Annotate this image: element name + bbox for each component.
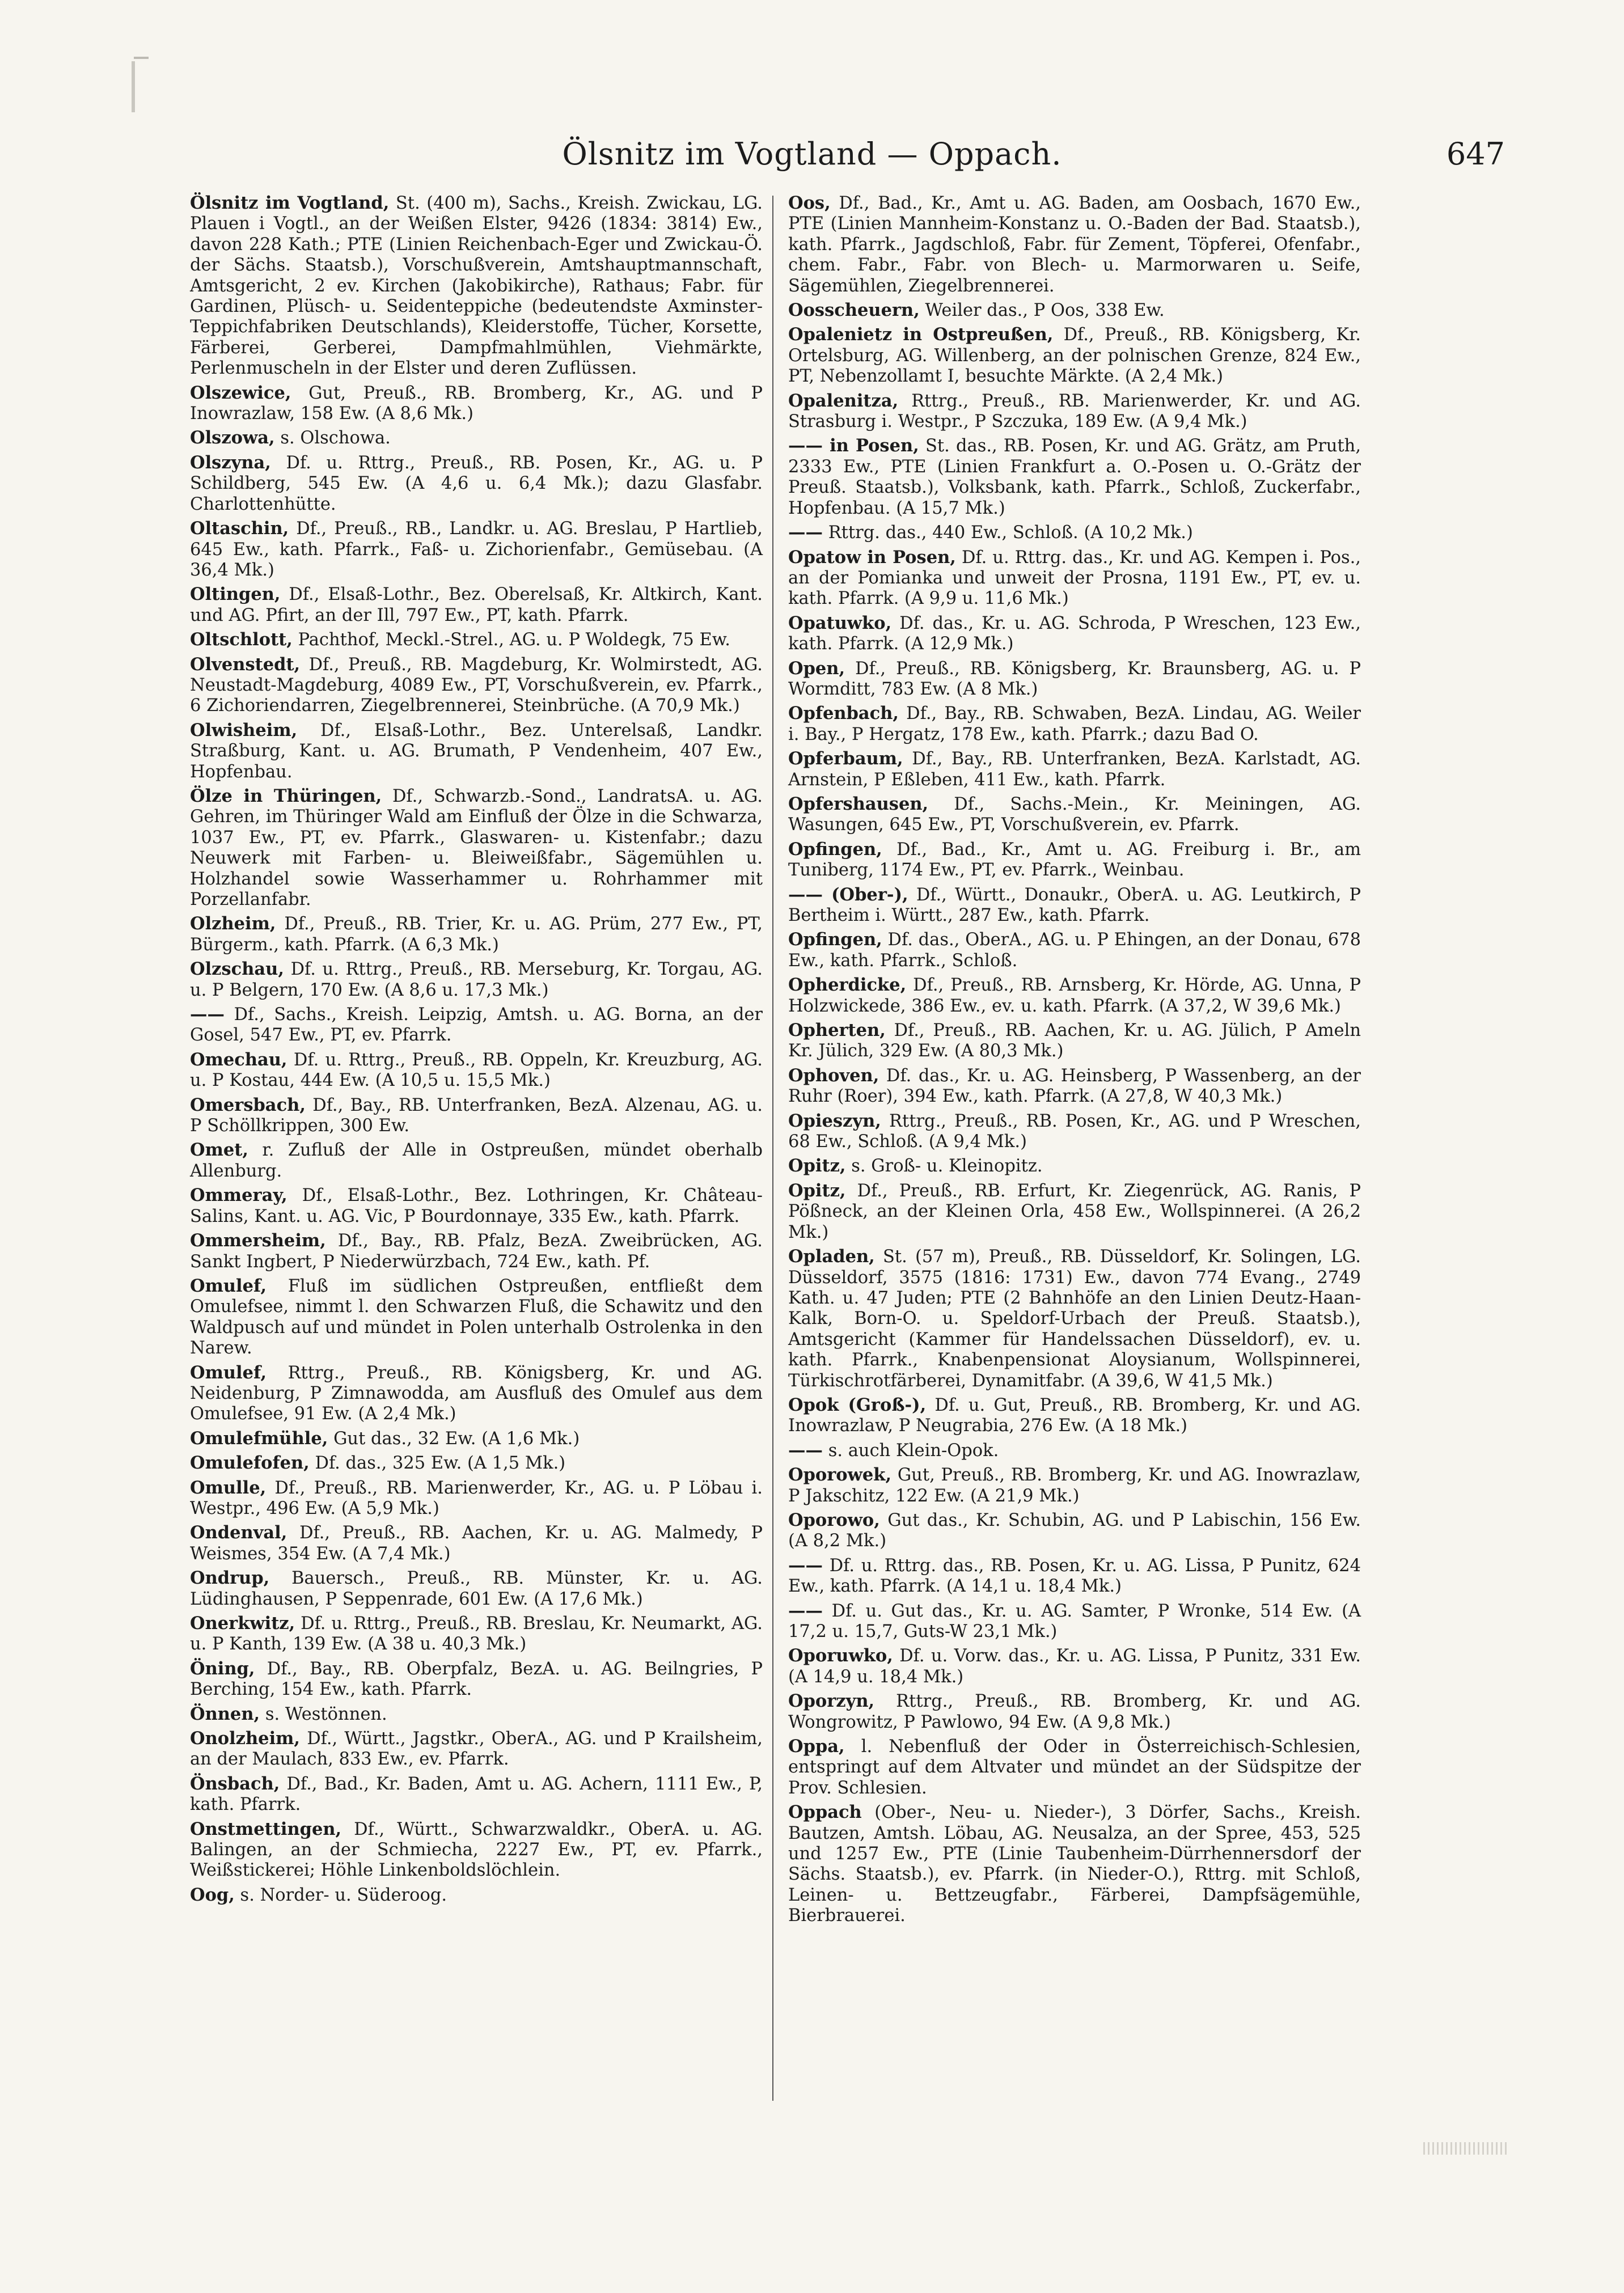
page-number: 647 xyxy=(1446,136,1505,172)
dictionary-entry xyxy=(788,794,1361,836)
entry-text: Df. u. Gut das., Kr. u. AG. Samter, P Wronke, 514 Ew. (A 17,2 u. 15,7, Guts-W 23,1 Mk.) xyxy=(788,1601,1361,1642)
entry-text: Df., Preuß., RB. Trier, Kr. u. AG. Prüm, 277 Ew., PT, Bürgerm., kath. Pfarrk. (A 6,3 Mk.) xyxy=(190,914,763,955)
entry-text: Df., Elsaß-Lothr., Bez. Unterelsaß, Landkr. Straßburg, Kant. u. AG. Brumath, P Vendenheim, 407 Ew., Hopfenbau. xyxy=(190,720,763,782)
entry-headword: Oppa, xyxy=(788,1736,845,1757)
entry-headword: Omulefofen, xyxy=(190,1453,310,1474)
dictionary-entry xyxy=(788,1440,1361,1461)
entry-headword: Opfershausen, xyxy=(788,793,929,814)
dictionary-entry xyxy=(788,1065,1361,1107)
entry-headword: Open, xyxy=(788,658,845,679)
dictionary-entry xyxy=(190,1140,763,1182)
entry-headword: Opatow in Posen, xyxy=(788,547,956,568)
dictionary-entry xyxy=(190,786,763,910)
entry-text: Gut das., Kr. Schubin, AG. und P Labischin, 156 Ew. (A 8,2 Mk.) xyxy=(788,1510,1361,1551)
entry-headword: Opfenbach, xyxy=(788,703,899,724)
dictionary-entry xyxy=(190,1363,763,1425)
dictionary-entry xyxy=(788,1020,1361,1062)
entry-text: Df. u. Rttrg., Preuß., RB. Breslau, Kr. Neumarkt, AG. u. P Kanth, 139 Ew. (A 38 u. 40,3 Mk.) xyxy=(190,1614,763,1655)
dictionary-entry xyxy=(788,1555,1361,1597)
entry-text: Gut, Preuß., RB. Bromberg, Kr. und AG. Inowrazlaw, P Jakschitz, 122 Ew. (A 21,9 Mk.) xyxy=(788,1465,1361,1506)
dictionary-entry xyxy=(190,1478,763,1520)
entry-text: Df., Bay., RB. Unterfranken, BezA. Alzenau, AG. u. P Schöllkrippen, 300 Ew. xyxy=(190,1095,763,1136)
dictionary-entry xyxy=(190,654,763,717)
entry-text: Df., Bay., RB. Unterfranken, BezA. Karlstadt, AG. Arnstein, P Eßleben, 411 Ew., kath. Pfarrk. xyxy=(788,749,1361,790)
dictionary-entry xyxy=(190,1095,763,1137)
entry-headword: Oppach xyxy=(788,1802,862,1823)
entry-headword: —— xyxy=(788,522,823,543)
entry-headword: Oos, xyxy=(788,193,831,213)
entry-text: Gut, Preuß., RB. Bromberg, Kr., AG. und P Inowrazlaw, 158 Ew. (A 8,6 Mk.) xyxy=(190,383,763,424)
dictionary-entry xyxy=(788,1510,1361,1552)
dictionary-entry xyxy=(788,324,1361,387)
dictionary-entry xyxy=(788,748,1361,790)
scan-artifact-line xyxy=(132,61,135,112)
entry-headword: Opalenitza, xyxy=(788,390,899,411)
dictionary-entry xyxy=(190,1453,763,1474)
dictionary-entry xyxy=(788,1156,1361,1177)
entry-text: Df., Preuß., RB. Königsberg, Kr. Braunsberg, AG. u. P Wormditt, 783 Ew. (A 8 Mk.) xyxy=(788,658,1361,699)
dictionary-entry xyxy=(190,1185,763,1227)
dictionary-entry xyxy=(190,193,763,379)
entry-headword: Onstmettingen, xyxy=(190,1818,342,1839)
entry-text: Df., Bad., Kr. Baden, Amt u. AG. Achern, 1111 Ew., P, kath. Pfarrk. xyxy=(190,1774,763,1815)
entry-headword: Önsbach, xyxy=(190,1773,280,1794)
entry-headword: Oporowek, xyxy=(788,1465,892,1486)
entry-text: Df. das., Kr. u. AG. Heinsberg, P Wassenberg, an der Ruhr (Roer), 394 Ew., kath. Pfarrk. (A 27,8, W 40,3 Mk.) xyxy=(788,1065,1361,1107)
entry-text: Fluß im südlichen Ostpreußen, entfließt dem Omulefsee, nimmt l. den Schwarzen Fluß, die Schawitz und den Waldpusch auf und mündet in Polen unterhalb Ostrolenka in den Narew. xyxy=(190,1276,763,1359)
dictionary-entry xyxy=(190,1004,763,1046)
entry-text: Df. u. Rttrg., Preuß., RB. Merseburg, Kr. Torgau, AG. u. P Belgern, 170 Ew. (A 8,6 u. 17,3 Mk.) xyxy=(190,959,763,1000)
entry-headword: Olszyna, xyxy=(190,452,271,473)
dictionary-entry xyxy=(190,1728,763,1770)
entry-headword: Opladen, xyxy=(788,1246,875,1267)
dictionary-entry xyxy=(788,1736,1361,1799)
entry-text: Df., Sachs.-Mein., Kr. Meiningen, AG. Wasungen, 645 Ew., PT, Vorschußverein, ev. Pfarrk. xyxy=(788,794,1361,835)
entry-text: Df. das., Kr. u. AG. Schroda, P Wreschen, 123 Ew., kath. Pfarrk. (A 12,9 Mk.) xyxy=(788,613,1361,654)
entry-text: Df., Preuß., RB. Magdeburg, Kr. Wolmirstedt, AG. Neustadt-Magdeburg, 4089 Ew., PT, Vorschußverein, ev. Pfarrk., 6 Zichoriendarren, Ziegelbrennerei, Steinbrüche. (A 70,9 Mk.) xyxy=(190,654,763,716)
entry-text: l. Nebenfluß der Oder in Österreichisch-Schlesien, entspringt auf dem Altvater und mündet an der Südspitze der Prov. Schlesien. xyxy=(788,1737,1361,1798)
entry-text: Df., Bay., RB. Pfalz, BezA. Zweibrücken, AG. Sankt Ingbert, P Niederwürzbach, 724 Ew., kath. Pf. xyxy=(190,1231,763,1272)
dictionary-entry xyxy=(190,1613,763,1655)
entry-text: r. Zufluß der Alle in Ostpreußen, mündet oberhalb Allenburg. xyxy=(190,1140,763,1181)
entry-headword: Önnen, xyxy=(190,1703,260,1724)
entry-text: Pachthof, Meckl.-Strel., AG. u. P Woldegk, 75 Ew. xyxy=(292,630,730,650)
dictionary-entry xyxy=(788,839,1361,881)
entry-headword: Ölsnitz im Vogtland, xyxy=(190,193,390,213)
left-column xyxy=(190,193,763,1909)
entry-text: Df., Bay., RB. Oberpfalz, BezA. u. AG. Beilngries, P Berching, 154 Ew., kath. Pfarrk. xyxy=(190,1659,763,1700)
entry-headword: Ondenval, xyxy=(190,1522,287,1543)
entry-text: Df. das., OberA., AG. u. P Ehingen, an der Donau, 678 Ew., kath. Pfarrk., Schloß. xyxy=(788,930,1361,971)
entry-text: Rttrg., Preuß., RB. Marienwerder, Kr. und AG. Strasburg i. Westpr., P Szczuka, 189 Ew. (A 9,4 Mk.) xyxy=(788,391,1361,432)
dictionary-entry xyxy=(788,300,1361,321)
dictionary-entry xyxy=(788,1691,1361,1733)
entry-text: Df., Württ., Jagstkr., OberA., AG. und P Krailsheim, an der Maulach, 833 Ew., ev. Pfarrk. xyxy=(190,1729,763,1770)
entry-headword: Opalenietz in Ostpreußen, xyxy=(788,324,1054,345)
dictionary-entry xyxy=(788,703,1361,745)
entry-text: Df. u. Rttrg., Preuß., RB. Posen, Kr., AG. u. P Schildberg, 545 Ew. (A 4,6 u. 6,4 Mk.); dazu Glasfabr. Charlottenhütte. xyxy=(190,452,763,514)
entry-headword: Omulef, xyxy=(190,1275,267,1296)
entry-text: Df., Preuß., RB. Aachen, Kr. u. AG. Jülich, P Ameln Kr. Jülich, 329 Ew. (A 80,3 Mk.) xyxy=(788,1021,1361,1061)
entry-headword: Oltschlott, xyxy=(190,629,293,650)
dictionary-entry xyxy=(788,1181,1361,1243)
dictionary-entry xyxy=(190,1568,763,1610)
entry-headword: Omulle, xyxy=(190,1477,267,1498)
dictionary-entry xyxy=(788,658,1361,700)
entry-text: Df., Preuß., RB. Marienwerder, Kr., AG. u. P Löbau i. Westpr., 496 Ew. (A 5,9 Mk.) xyxy=(190,1478,763,1518)
entry-headword: Omersbach, xyxy=(190,1094,306,1115)
entry-headword: Omulef, xyxy=(190,1362,267,1383)
entry-text: s. Groß- u. Kleinopitz. xyxy=(845,1156,1043,1177)
entry-text: Df., Sachs., Kreish. Leipzig, Amtsh. u. AG. Borna, an der Gosel, 547 Ew., PT, ev. Pfarrk. xyxy=(190,1005,763,1046)
dictionary-entry xyxy=(190,1659,763,1700)
dictionary-entry xyxy=(788,929,1361,971)
dictionary-entry xyxy=(190,518,763,581)
entry-headword: —— xyxy=(190,1004,225,1025)
entry-text: s. Olschowa. xyxy=(274,428,391,449)
dictionary-entry xyxy=(190,629,763,650)
entry-headword: Omechau, xyxy=(190,1049,287,1070)
entry-text: Rttrg., Preuß., RB. Königsberg, Kr. und AG. Neidenburg, P Zimnawodda, am Ausfluß des Omulef aus dem Omulefsee, 91 Ew. (A 2,4 Mk.) xyxy=(190,1363,763,1424)
entry-headword: Omulefmühle, xyxy=(190,1428,328,1449)
entry-text: Gut das., 32 Ew. (A 1,6 Mk.) xyxy=(328,1428,580,1449)
dictionary-entry xyxy=(788,1645,1361,1687)
entry-headword: Olvenstedt, xyxy=(190,654,301,675)
column-divider xyxy=(772,196,773,2101)
entry-headword: Olszewice, xyxy=(190,382,291,403)
entry-headword: Olwisheim, xyxy=(190,720,298,741)
page-header xyxy=(0,129,1624,180)
entry-text: Df. u. Rttrg. das., RB. Posen, Kr. u. AG. Lissa, P Punitz, 624 Ew., kath. Pfarrk. (A 14,1 u. 18,4 Mk.) xyxy=(788,1555,1361,1597)
dictionary-entry xyxy=(788,613,1361,655)
entry-text: s. auch Klein-Opok. xyxy=(823,1440,999,1461)
entry-text: Df., Württ., Donaukr., OberA. u. AG. Leutkirch, P Bertheim i. Württ., 287 Ew., kath. Pfarrk. xyxy=(788,885,1361,925)
entry-text: Df., Preuß., RB. Arnsberg, Kr. Hörde, AG. Unna, P Holzwickede, 386 Ew., ev. u. kath. Pfarrk. (A 37,2, W 39,6 Mk.) xyxy=(788,975,1361,1016)
entry-text: Df., Schwarzb.-Sond., LandratsA. u. AG. Gehren, im Thüringer Wald am Einfluß der Ölze in die Schwarza, 1037 Ew., PT, ev. Pfarrk., Glaswaren- u. Kistenfabr.; dazu Neuwerk mit Farben- u. Bleiweißfabr., Sägemühlen u. Holzhandel sowie Wasserhammer u. Rohrhammer mit Porzellanfabr. xyxy=(190,786,763,909)
entry-headword: Opieszyn, xyxy=(788,1110,881,1131)
entry-text: Df. u. Vorw. das., Kr. u. AG. Lissa, P Punitz, 331 Ew. (A 14,9 u. 18,4 Mk.) xyxy=(788,1646,1361,1687)
entry-headword: Oporuwko, xyxy=(788,1645,893,1666)
dictionary-entry xyxy=(190,428,763,449)
entry-text: St. (400 m), Sachs., Kreish. Zwickau, LG. Plauen i Vogtl., an der Weißen Elster, 9426 (1834: 3814) Ew., davon 228 Kath.; PTE (Linien Reichenbach-Eger und Zwickau-Ö. der Sächs. Staatsb.), Vorschußverein, Amtshauptmannschaft, Amtsgericht, 2 ev. Kirchen (Jakobikirche), Rathaus; Fabr. für Gardinen, Plüsch- u. Seidenteppiche (bedeutendste Axminster-Teppichfabriken Deutschlands), Kleiderstoffe, Tücher, Korsette, Färberei, Gerberei, Dampfmahlmühlen, Viehmärkte, Perlenmuscheln in der Elster und deren Zuflüssen. xyxy=(190,193,763,379)
dictionary-entry xyxy=(788,1465,1361,1507)
entry-headword: Olszowa, xyxy=(190,428,275,449)
entry-text: Df., Bad., Kr., Amt u. AG. Freiburg i. Br., am Tuniberg, 1174 Ew., PT, ev. Pfarrk., Weinbau. xyxy=(788,839,1361,881)
dictionary-entry xyxy=(788,193,1361,297)
entry-headword: Ommeray, xyxy=(190,1185,287,1206)
entry-headword: Ommersheim, xyxy=(190,1230,326,1251)
entry-headword: Oltaschin, xyxy=(190,518,289,539)
entry-headword: Onerkwitz, xyxy=(190,1613,295,1634)
entry-headword: Olzheim, xyxy=(190,913,276,934)
entry-headword: Ondrup, xyxy=(190,1568,270,1589)
dictionary-entry xyxy=(788,435,1361,519)
dictionary-entry xyxy=(190,383,763,425)
dictionary-entry xyxy=(788,1395,1361,1437)
entry-headword: —— xyxy=(788,1440,823,1461)
dictionary-entry xyxy=(190,1050,763,1091)
entry-headword: Opfingen, xyxy=(788,839,882,860)
entry-headword: Opitz, xyxy=(788,1156,846,1177)
dictionary-entry xyxy=(190,720,763,782)
right-column xyxy=(788,193,1361,1930)
dictionary-entry xyxy=(788,885,1361,926)
dictionary-entry xyxy=(190,1428,763,1449)
entry-text: s. Norder- u. Süderoog. xyxy=(234,1885,447,1905)
dictionary-entry xyxy=(190,584,763,626)
entry-headword: Opok (Groß-), xyxy=(788,1394,927,1415)
entry-text: St. das., RB. Posen, Kr. und AG. Grätz, am Pruth, 2333 Ew., PTE (Linien Frankfurt a. O.-Posen u. O.-Grätz der Preuß. Staatsb.), Volksbank, kath. Pfarrk., Schloß, Zuckerfabr., Hopfenbau. (A 15,7 Mk.) xyxy=(788,436,1361,518)
dictionary-entry xyxy=(190,1885,763,1906)
entry-text: Df. das., 325 Ew. (A 1,5 Mk.) xyxy=(309,1453,566,1474)
entry-headword: Onolzheim, xyxy=(190,1728,301,1749)
dictionary-entry xyxy=(190,1819,763,1881)
running-title: Ölsnitz im Vogtland — Oppach. xyxy=(562,136,1062,172)
dictionary-entry xyxy=(190,1522,763,1564)
dictionary-entry xyxy=(788,1802,1361,1926)
dictionary-entry xyxy=(788,1601,1361,1643)
scan-artifact-dots xyxy=(1423,2142,1508,2155)
entry-headword: Oog, xyxy=(190,1884,235,1905)
entry-headword: —— (Ober-), xyxy=(788,884,908,905)
entry-text: Df., Elsaß-Lothr., Bez. Lothringen, Kr. Château-Salins, Kant. u. AG. Vic, P Bourdonnaye, 335 Ew., kath. Pfarrk. xyxy=(190,1186,763,1226)
entry-text: Df., Preuß., RB., Landkr. u. AG. Breslau, P Hartlieb, 645 Ew., kath. Pfarrk., Faß- u. Zichorienfabr., Gemüsebau. (A 36,4 Mk.) xyxy=(190,519,763,580)
entry-text: Rttrg., Preuß., RB. Bromberg, Kr. und AG. Wongrowitz, P Pawlowo, 94 Ew. (A 9,8 Mk.) xyxy=(788,1691,1361,1732)
entry-headword: Omet, xyxy=(190,1140,248,1161)
dictionary-entry xyxy=(788,391,1361,433)
entry-headword: Oporzyn, xyxy=(788,1691,875,1712)
entry-headword: Oltingen, xyxy=(190,584,281,605)
dictionary-entry xyxy=(190,959,763,1001)
dictionary-entry xyxy=(788,547,1361,610)
entry-headword: Öning, xyxy=(190,1658,255,1679)
dictionary-entry xyxy=(190,1774,763,1816)
dictionary-entry xyxy=(788,522,1361,543)
dictionary-entry xyxy=(190,913,763,955)
dictionary-entry xyxy=(190,452,763,515)
entry-text: Rttrg., Preuß., RB. Posen, Kr., AG. und P Wreschen, 68 Ew., Schloß. (A 9,4 Mk.) xyxy=(788,1111,1361,1152)
scan-artifact-mark xyxy=(134,57,149,59)
entry-text: s. Westönnen. xyxy=(260,1704,387,1724)
entry-headword: —— xyxy=(788,1555,823,1576)
entry-headword: —— xyxy=(788,1600,823,1621)
entry-headword: Opatuwko, xyxy=(788,612,892,633)
entry-text: Df., Preuß., RB. Aachen, Kr. u. AG. Malmedy, P Weismes, 354 Ew. (A 7,4 Mk.) xyxy=(190,1523,763,1564)
entry-headword: Ophoven, xyxy=(788,1065,879,1086)
entry-text: Df. u. Gut, Preuß., RB. Bromberg, Kr. und AG. Inowrazlaw, P Neugrabia, 276 Ew. (A 18 Mk.) xyxy=(788,1395,1361,1436)
dictionary-entry xyxy=(190,1230,763,1272)
entry-text: Rttrg. das., 440 Ew., Schloß. (A 10,2 Mk.) xyxy=(823,523,1193,543)
entry-text: Df., Elsaß-Lothr., Bez. Oberelsaß, Kr. Altkirch, Kant. und AG. Pfirt, an der Ill, 797 Ew., PT, kath. Pfarrk. xyxy=(190,585,763,625)
entry-text: Df., Preuß., RB. Erfurt, Kr. Ziegenrück, AG. Ranis, P Pößneck, an der Kleinen Orla, 458 Ew., Wollspinnerei. (A 26,2 Mk.) xyxy=(788,1181,1361,1242)
entry-text: Df., Preuß., RB. Königsberg, Kr. Ortelsburg, AG. Willenberg, an der polnischen Grenze, 824 Ew., PT, Nebenzollamt I, besuchte Märkte. (A 2,4 Mk.) xyxy=(788,325,1361,387)
entry-headword: Oosscheuern, xyxy=(788,300,920,321)
entry-text: Df., Bay., RB. Schwaben, BezA. Lindau, AG. Weiler i. Bay., P Hergatz, 178 Ew., kath. Pfarrk.; dazu Bad O. xyxy=(788,704,1361,744)
entry-text: Df., Württ., Schwarzwaldkr., OberA. u. AG. Balingen, an der Schmiecha, 2227 Ew., PT, ev. Pfarrk., Weißstickerei; Höhle Linkenboldslöchlein. xyxy=(190,1819,763,1881)
entry-text: Weiler das., P Oos, 338 Ew. xyxy=(919,301,1165,321)
entry-headword: Opitz, xyxy=(788,1180,846,1201)
entry-headword: Opherdicke, xyxy=(788,975,907,996)
entry-text: Df., Bad., Kr., Amt u. AG. Baden, am Oosbach, 1670 Ew., PTE (Linien Mannheim-Konstanz u. O.-Baden der Bad. Staatsb.), kath. Pfarrk., Jagdschloß, Fabr. für Zement, Töpferei, Ofenfabr., chem. Fabr., Fabr. von Blech- u. Marmorwaren u. Seife, Sägemühlen, Ziegelbrennerei. xyxy=(788,193,1361,296)
entry-headword: Ölze in Thüringen, xyxy=(190,785,382,806)
entry-text: Bauersch., Preuß., RB. Münster, Kr. u. AG. Lüdinghausen, P Seppenrade, 601 Ew. (A 17,6 Mk.) xyxy=(190,1568,763,1609)
dictionary-entry xyxy=(788,975,1361,1017)
entry-text: Df. u. Rttrg. das., Kr. und AG. Kempen i. Pos., an der Pomianka und unweit der Prosna, 1191 Ew., PT, ev. u. kath. Pfarrk. (A 9,9 u. 11,6 Mk.) xyxy=(788,547,1361,609)
entry-text: St. (57 m), Preuß., RB. Düsseldorf, Kr. Solingen, LG. Düsseldorf, 3575 (1816: 1731) Ew., davon 774 Evang., 2749 Kath. u. 47 Juden; PTE (2 Bahnhöfe an den Linien Deutz-Haan-Kalk, Born-O. u. Speldorf-Urbach der Preuß. Staatsb.), Amtsgericht (Kammer für Handelssachen Düsseldorf), ev. u. kath. Pfarrk., Knabenpensionat Aloysianum, Wollspinnerei, Türkischrotfärberei, Dynamitfabr. (A 39,6, W 41,5 Mk.) xyxy=(788,1247,1361,1391)
entry-headword: —— in Posen, xyxy=(788,435,919,456)
entry-headword: Opfingen, xyxy=(788,929,882,950)
entry-headword: Oporowo, xyxy=(788,1509,880,1530)
entry-headword: Opferbaum, xyxy=(788,748,903,769)
entry-text: (Ober-, Neu- u. Nieder-), 3 Dörfer, Sachs., Kreish. Bautzen, Amtsh. Löbau, AG. Neusalza, an der Spree, 453, 525 und 1257 Ew., PTE (Linie Taubenheim-Dürrhennersdorf der Sächs. Staatsb.), ev. Pfarrk. (in Nieder-O.), Rttrg. mit Schloß, Leinen- u. Bettzeugfabr., Färberei, Dampfsägemühle, Bierbrauerei. xyxy=(788,1803,1361,1926)
dictionary-entry xyxy=(788,1111,1361,1153)
dictionary-entry xyxy=(788,1246,1361,1391)
entry-headword: Olzschau, xyxy=(190,959,284,980)
dictionary-entry xyxy=(190,1704,763,1725)
entry-headword: Opherten, xyxy=(788,1020,886,1041)
dictionary-entry xyxy=(190,1276,763,1359)
entry-text: Df. u. Rttrg., Preuß., RB. Oppeln, Kr. Kreuzburg, AG. u. P Kostau, 444 Ew. (A 10,5 u. 15,5 Mk.) xyxy=(190,1050,763,1091)
